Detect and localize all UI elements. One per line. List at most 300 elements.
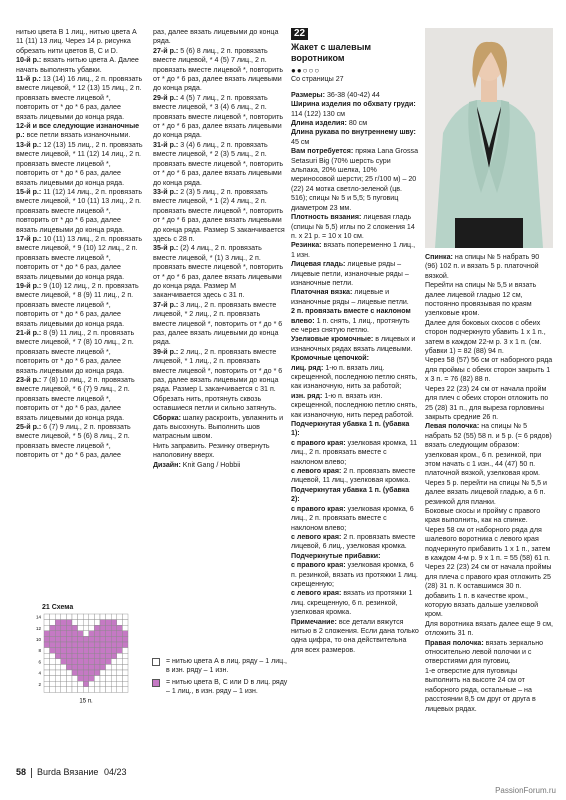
paragraph (291, 288, 419, 307)
paragraph (291, 147, 419, 213)
text-column-1 (16, 28, 144, 461)
paragraph-text: Далее для боковых скосов с обеих сторон подчеркнуто убавить 1 х 1 п., затем в каждом 22-м р. 3 х 1 п. (см. убавки 1) = 82 (88) 94 п. (425, 318, 546, 356)
paragraph (425, 507, 553, 526)
paragraph-heading: 2 п. провязать вместе с наклоном влево: (291, 307, 411, 325)
paragraph-text: Боковые скосы и пройму с правого края выполнить, как на спинке. (425, 506, 541, 525)
paragraph (291, 392, 419, 420)
paragraph (16, 376, 144, 423)
chart-cell (66, 614, 72, 620)
chart-cell (78, 614, 84, 620)
paragraph (16, 141, 144, 188)
chart-cell (122, 642, 128, 648)
chart-cell (83, 614, 89, 620)
chart-cell (66, 631, 72, 637)
paragraph-heading: 39-й р.: (153, 347, 179, 356)
chart-cell (66, 681, 72, 687)
chart-cell (66, 653, 72, 659)
difficulty-dots: ●●○○○ (291, 66, 321, 75)
paragraph (16, 423, 144, 461)
paragraph-text: Через 22 (23) 24 см от начала пройм для плеч с обеих сторон отложить по 25 (28) 31 п., для выреза горловины закрыть средние 26 п. (425, 384, 549, 421)
paragraph (291, 486, 419, 505)
chart-cell (106, 620, 112, 626)
chart-cell (61, 681, 67, 687)
chart-cell (44, 631, 50, 637)
chart-cell (122, 648, 128, 654)
chart-cell (61, 620, 67, 626)
chart-cell (94, 676, 100, 682)
chart-cell (111, 625, 117, 631)
chart-cell (117, 659, 123, 665)
paragraph-heading: 12-й и все следующие изнаночные р.: (16, 122, 140, 140)
chart-cell (50, 620, 56, 626)
paragraph (425, 563, 553, 619)
chart-cell (117, 614, 123, 620)
chart-cell (66, 687, 72, 693)
paragraph (153, 301, 285, 348)
chart-cell (117, 648, 123, 654)
chart-cell (106, 642, 112, 648)
model-photo-image (425, 28, 553, 248)
paragraph-heading: Подчеркнутая убавка 1 п. (убавка 2): (291, 485, 410, 504)
chart-cell (89, 676, 95, 682)
chart-cell (83, 664, 89, 670)
chart-cell (111, 614, 117, 620)
row-label: 12 (35, 625, 41, 631)
paragraph-text: Через 5 р. перейти на спицы № 5,5 и далее вязать лицевой гладью, а 6 п. резинкой для планки. (425, 478, 547, 506)
chart-cell (106, 625, 112, 631)
chart-cell (61, 625, 67, 631)
pattern-title: Жакет с шалевым воротником (291, 42, 372, 63)
page-reference: Со страницы 27 (291, 75, 344, 84)
paragraph-heading: Плотность вязания: (291, 213, 362, 222)
paragraph-text: шапку раскроить, увлажнить и дать высохнуть. Выполнить шов матрасным швом. (153, 413, 284, 441)
chart-cell (50, 648, 56, 654)
page-number: 58 (16, 767, 27, 777)
paragraph-heading: 13-й р.: (16, 140, 42, 149)
chart-cell (61, 631, 67, 637)
heart-chart (14, 598, 144, 728)
paragraph-text: нитью цвета В 1 лиц., нитью цвета А 11 (11) 13 лиц. Через 14 р. рисунка обрезать нити цветов В, С и D. (16, 28, 137, 55)
text-column-3 (291, 28, 419, 655)
chart-cell (72, 631, 78, 637)
chart-cell (100, 653, 106, 659)
paragraph-text: 5 (6) 8 лиц., 2 п. провязать вместе лицевой, * 4 (5) 7 лиц., 2 п. провязать вместе лицевой *, повторить от * до * 6 раз, далее вязать лицевыми до конца ряда. (153, 46, 284, 93)
chart-cell (122, 670, 128, 676)
chart-cell (78, 642, 84, 648)
chart-cell (55, 631, 61, 637)
instructions-body (291, 91, 419, 655)
paragraph (425, 281, 553, 319)
chart-cell (100, 636, 106, 642)
legend-item-b (152, 678, 292, 697)
watermark: PassionForum.ru (495, 786, 556, 795)
paragraph (291, 260, 419, 288)
chart-cell (66, 670, 72, 676)
chart-legend (152, 657, 292, 699)
chart-cell (111, 670, 117, 676)
chart-cell (117, 653, 123, 659)
paragraph-text: 45 см (291, 137, 310, 146)
paragraph (425, 526, 553, 564)
chart-cell (78, 653, 84, 659)
row-label: 10 (35, 637, 41, 642)
chart-cell (106, 687, 112, 693)
chart-cell (100, 614, 106, 620)
chart-cell (83, 631, 89, 637)
chart-cell (55, 687, 61, 693)
chart-cell (89, 687, 95, 693)
chart-cell (78, 664, 84, 670)
issue-number: 04/23 (103, 767, 127, 777)
paragraph (291, 354, 419, 363)
chart-cell (111, 620, 117, 626)
row-label: 4 (38, 670, 41, 676)
paragraph-heading: с правого края: (291, 561, 346, 570)
chart-cell (111, 642, 117, 648)
paragraph (425, 620, 553, 639)
chart-cell (55, 636, 61, 642)
paragraph-text: Для воротника вязать далее еще 9 см, отложить 31 п. (425, 619, 553, 638)
chart-cell (122, 653, 128, 659)
chart-cell (44, 614, 50, 620)
chart-cell (100, 681, 106, 687)
chart-cell (89, 642, 95, 648)
chart-cell (83, 670, 89, 676)
chart-cell (100, 659, 106, 665)
chart-cell (111, 664, 117, 670)
chart-cell (78, 631, 84, 637)
chart-cell (83, 620, 89, 626)
chart-cell (44, 687, 50, 693)
chart-cell (50, 625, 56, 631)
chart-cell (100, 648, 106, 654)
paragraph-text: узелковая кромка, 11 лиц., 2 п. провязать вместе с наклоном влево; (291, 438, 418, 466)
paragraph-heading: с правого края: (291, 504, 346, 513)
paragraph-text: узелковая кромка, 6 лиц., 2 п. провязать вместе с наклоном влево; (291, 504, 414, 532)
paragraph-heading: 25-й р.: (16, 423, 42, 432)
chart-cell (117, 670, 123, 676)
chart-cell (66, 620, 72, 626)
legend-text-b: = нитью цвета В, С или D в лиц. ряду – 1 лиц., в изн. ряду – 1 изн. (166, 678, 288, 696)
text-column-2 (153, 28, 285, 470)
paragraph-heading: лиц. ряд: (291, 363, 324, 372)
chart-cell (72, 664, 78, 670)
chart-cell (100, 631, 106, 637)
paragraph (425, 422, 553, 478)
paragraph-text: на спицы № 5 набрать 90 (96) 102 п. и вязать 5 р. платочной вязкой. (425, 253, 540, 280)
paragraph (153, 94, 285, 141)
paragraph-text: все детали вяжутся нитью в 2 сложения. Если дана только одна цифра, то она действительна для всех размеров. (291, 617, 419, 654)
paragraph-heading: Узелковые кромочные: (291, 335, 374, 344)
paragraph-text: 9 (10) 12 лиц., 2 п. провязать вместе лицевой, * 8 (9) 11 лиц., 2 п. провязать вместе лицевой *, повторить от * до * 6 раз, далее вязать лицевыми до конца ряда. (16, 281, 139, 328)
paragraph-heading: Правая полочка: (425, 638, 484, 647)
chart-cell (61, 676, 67, 682)
chart-cell (94, 625, 100, 631)
chart-cell (122, 631, 128, 637)
paragraph-heading: 27-й р.: (153, 46, 179, 55)
paragraph-text: на спицы № 5 набрать 52 (55) 58 п. и 5 р. (= 6 рядов) вязать следующим образом: узелковая кром., 6 п. резинкой, при этом начать с 1 изн., 44 (47) 50 п. платочной вязкой, узелковая кром. (425, 422, 552, 478)
chart-cell (61, 642, 67, 648)
chart-cell (83, 659, 89, 665)
paragraph (291, 335, 419, 354)
chart-cell (66, 625, 72, 631)
chart-cell (83, 642, 89, 648)
chart-cell (83, 648, 89, 654)
paragraph (153, 348, 285, 414)
paragraph-text: 3 (4) 6 лиц., 2 п. провязать вместе лицевой, * 2 (3) 5 лиц., 2 п. провязать вместе лицевой *, повторить от * до * 6 раз, далее вязать лицевыми до конца ряда. (153, 140, 284, 187)
paragraph (425, 639, 553, 667)
paragraph (153, 28, 285, 47)
chart-cell (55, 642, 61, 648)
paragraph (291, 420, 419, 439)
footer-separator (31, 768, 32, 778)
paragraph-text: 1 п. снять, 1 лиц., протянуть ее через снятую петлю. (291, 316, 410, 334)
chart-cell (117, 631, 123, 637)
chart-cell (55, 648, 61, 654)
chart-cell (50, 670, 56, 676)
paragraph-heading: 11-й р.: (16, 75, 41, 84)
row-label: 14 (35, 614, 41, 620)
paragraph-heading: Спинка: (425, 253, 453, 261)
chart-cell (117, 636, 123, 642)
chart-cell (66, 659, 72, 665)
chart-cell (94, 642, 100, 648)
paragraph-text: 2 п. провязать вместе лицевой, 6 лиц., узелковая кромка. (291, 532, 416, 551)
paragraph-text: 4 (5) 7 лиц., 2 п. провязать вместе лицевой, * 3 (4) 6 лиц., 2 п. провязать вместе лицевой *, повторить от * до * 6 раз, далее вязать лицевыми до конца ряда. (153, 93, 284, 140)
chart-cell (106, 664, 112, 670)
paragraph (291, 307, 419, 335)
paragraph-heading: с левого края: (291, 589, 342, 598)
pattern-number: 22 (291, 28, 308, 40)
paragraph-heading: 29-й р.: (153, 93, 179, 102)
paragraph-heading: 31-й р.: (153, 140, 179, 149)
chart-cell (111, 653, 117, 659)
chart-cell (122, 659, 128, 665)
paragraph-text: пряжа Lana Grossa Setasuri Big (70% шерсть сури альпака, 20% шелка, 10% мериносовой шерсти; 25 г/100 м) – 20 (22) 24 мотка светло-зеленой (цв. 516); спицы № 5 и 5,5; 5 пуговиц диаметром 23 мм. (291, 147, 419, 212)
chart-cell (122, 625, 128, 631)
chart-cell (44, 642, 50, 648)
paragraph-text: узелковая кромка, 6 п. резинкой, вязать из протяжки 1 лиц. скрещенную; (291, 561, 418, 588)
chart-cell (61, 636, 67, 642)
chart-cell (72, 614, 78, 620)
chart-cell (83, 636, 89, 642)
paragraph-text: 10 (11) 13 лиц., 2 п. провязать вместе лицевой, * 9 (10) 12 лиц., 2 п. провязать вместе лицевой *, повторить от * до * 6 раз, далее вязать лицевыми до конца ряда. (16, 234, 143, 281)
chart-cell (122, 687, 128, 693)
paragraph-heading: Подчеркнутые прибавки: (291, 551, 381, 560)
paragraph-heading: 35-й р.: (153, 244, 179, 253)
chart-cell (94, 664, 100, 670)
chart-cell (117, 620, 123, 626)
chart-cell (78, 659, 84, 665)
paragraph-text: 1-ю п. вязать изн. скрещенной, последнюю петлю снять, как изнаночную, нить перед работой. (291, 391, 418, 419)
chart-cell (89, 648, 95, 654)
paragraph-heading: 19-й р.: (16, 281, 42, 290)
chart-cell (61, 687, 67, 693)
chart-cell (78, 625, 84, 631)
chart-cell (89, 664, 95, 670)
chart-cell (83, 681, 89, 687)
paragraph-heading: Платочная вязка: (291, 288, 353, 297)
paragraph-text: вязать из протяжки 1 лиц. скрещенную, 6 п. резинкой, узелковая кромка. (291, 589, 413, 617)
paragraph (291, 505, 419, 533)
paragraph (425, 479, 553, 507)
paragraph-heading: Лицевая гладь: (291, 260, 346, 269)
paragraph (291, 119, 419, 128)
chart-cell (61, 664, 67, 670)
paragraph-text: Через 58 см от наборного ряда для шалевого воротника с левого края подчеркнуто прибавить 1 х 1 п., затем в каждом 4-м р. 9 х 1 п. = 55 (58) 61 п. (425, 525, 551, 562)
paragraph-text: 80 см (348, 119, 368, 128)
chart-cell (117, 625, 123, 631)
chart-cell (44, 681, 50, 687)
chart-cell (55, 614, 61, 620)
chart-cell (94, 681, 100, 687)
chart-cell (55, 659, 61, 665)
legend-text-a: = нитью цвета А в лиц. ряду – 1 лиц., в изн. ряду – 1 изн. (166, 658, 288, 675)
chart-cell (66, 636, 72, 642)
chart-cell (72, 659, 78, 665)
paragraph-text: 2 п. провязать вместе лицевой, 11 лиц., узелковая кромка. (291, 467, 416, 485)
chart-cell (100, 664, 106, 670)
paragraph (291, 439, 419, 467)
chart-cell (44, 664, 50, 670)
chart-cell (122, 681, 128, 687)
paragraph-text: 7 (8) 10 лиц., 2 п. провязать вместе лицевой, * 6 (7) 9 лиц., 2 п. провязать вместе лицевой *, повторить от * до * 6 раз, далее вязать лицевыми до конца ряда. (16, 376, 135, 422)
paragraph (291, 100, 419, 119)
chart-cell (55, 625, 61, 631)
chart-cell (106, 648, 112, 654)
paragraph (425, 253, 553, 281)
paragraph-text: 1-ю п. вязать лиц. скрещенной, последнюю петлю снять, как изнаночную, нить за работой; (291, 363, 418, 391)
chart-cell (72, 653, 78, 659)
paragraph-heading: 33-й р.: (153, 187, 179, 196)
legend-item-a (152, 657, 292, 676)
chart-cell (72, 681, 78, 687)
chart-cell (89, 681, 95, 687)
paragraph-text: 2 лиц., 2 п. провязать вместе лицевой, * 1 лиц., 2 п. провязать вместе лицевой *, повторить от * до * 6 раз, далее вязать лицевыми до конца ряда. Размер L заканчивается с 31 п. Обрезать нить, протянуть сквозь оставшиеся петли и сильно затянуть. (153, 347, 283, 413)
paragraph (16, 75, 144, 122)
chart-cell (89, 625, 95, 631)
magazine-name: Burda Вязание (37, 767, 99, 777)
paragraph (16, 235, 144, 282)
row-label: 8 (38, 648, 41, 654)
paragraph-heading: Вам потребуется: (291, 147, 354, 156)
paragraph (16, 282, 144, 329)
paragraph-heading: с левого края: (291, 467, 342, 476)
page-footer (16, 766, 127, 778)
chart-cell (89, 659, 95, 665)
chart-cell (50, 681, 56, 687)
chart-cell (94, 687, 100, 693)
chart-cell (66, 664, 72, 670)
chart-cell (111, 676, 117, 682)
paragraph-text: 114 (122) 130 см (291, 109, 346, 118)
chart-cell (100, 625, 106, 631)
chart-cell (61, 648, 67, 654)
chart-cell (50, 653, 56, 659)
paragraph-heading: Длина изделия: (291, 119, 347, 128)
paragraph-text: 2 (3) 5 лиц., 2 п. провязать вместе лицевой, * 1 (2) 4 лиц., 2 п. провязать вместе лицевой *, повторить от * до * 6 раз, далее вязать лицевыми до конца ряда. Размер S заканчивается здесь с 28 п. (153, 187, 285, 243)
paragraph (291, 467, 419, 486)
paragraph (425, 319, 553, 357)
chart-cell (94, 648, 100, 654)
chart-cell (66, 676, 72, 682)
chart-cell (72, 648, 78, 654)
paragraph-text: в лицевых и изнаночных рядах вязать лицевыми. (291, 335, 416, 353)
swatch-white (152, 658, 160, 666)
chart-cell (100, 670, 106, 676)
chart-cell (100, 687, 106, 693)
chart-cell (72, 620, 78, 626)
chart-cell (55, 681, 61, 687)
chart-cell (94, 670, 100, 676)
chart-cell (66, 642, 72, 648)
chart-cell (100, 620, 106, 626)
swatch-pink (152, 679, 160, 687)
paragraph-heading: Сборка: (153, 413, 181, 422)
chart-cell (78, 676, 84, 682)
chart-cell (106, 676, 112, 682)
chart-cell (106, 631, 112, 637)
chart-cell (44, 653, 50, 659)
chart-cell (78, 648, 84, 654)
chart-cell (50, 659, 56, 665)
paragraph (153, 442, 285, 461)
paragraph-heading: 37-й р.: (153, 300, 179, 309)
chart-cell (72, 687, 78, 693)
paragraph (291, 533, 419, 552)
paragraph (16, 329, 144, 376)
chart-cell (122, 664, 128, 670)
chart-cell (117, 687, 123, 693)
row-label: 6 (38, 659, 41, 665)
paragraph-text: 12 (13) 15 лиц., 2 п. провязать вместе лицевой, * 11 (12) 14 лиц., 2 п. провязать вместе лицевой *, повторить от * до * 6 раз, далее вязать лицевыми до конца ряда. (16, 140, 143, 187)
chart-cell (89, 653, 95, 659)
paragraph (16, 56, 144, 75)
paragraph (291, 128, 419, 147)
paragraph (425, 667, 553, 714)
chart-cell (44, 648, 50, 654)
chart-cell (66, 648, 72, 654)
paragraph-text: 11 (12) 14 лиц., 2 п. провязать вместе лицевой, * 10 (11) 13 лиц., 2 п. провязать вместе лицевой *, повторить от * до * 6 раз, далее вязать лицевыми до конца ряда. (16, 187, 143, 234)
chart-cell (111, 636, 117, 642)
chart-cell (44, 670, 50, 676)
paragraph (153, 244, 285, 300)
chart-cell (111, 681, 117, 687)
chart-cell (94, 636, 100, 642)
chart-cell (89, 620, 95, 626)
chart-cell (106, 614, 112, 620)
chart-cell (78, 670, 84, 676)
chart-cell (89, 614, 95, 620)
chart-cell (117, 681, 123, 687)
chart-cell (106, 681, 112, 687)
chart-cell (106, 636, 112, 642)
paragraph-heading: Подчеркнутая убавка 1 п. (убавка 1): (291, 420, 410, 438)
chart-cell (94, 653, 100, 659)
chart-cell (44, 625, 50, 631)
chart-cell (61, 659, 67, 665)
paragraph-text: все петли вязать изнаночными. (26, 131, 131, 140)
paragraph-text: вязать попеременно 1 лиц., 1 изн. (291, 241, 416, 259)
chart-cell (44, 676, 50, 682)
chart-cell (111, 631, 117, 637)
chart-cell (78, 687, 84, 693)
chart-cell (44, 659, 50, 665)
chart-cell (72, 625, 78, 631)
chart-cell (72, 636, 78, 642)
chart-cell (44, 620, 50, 626)
chart-cell (83, 653, 89, 659)
